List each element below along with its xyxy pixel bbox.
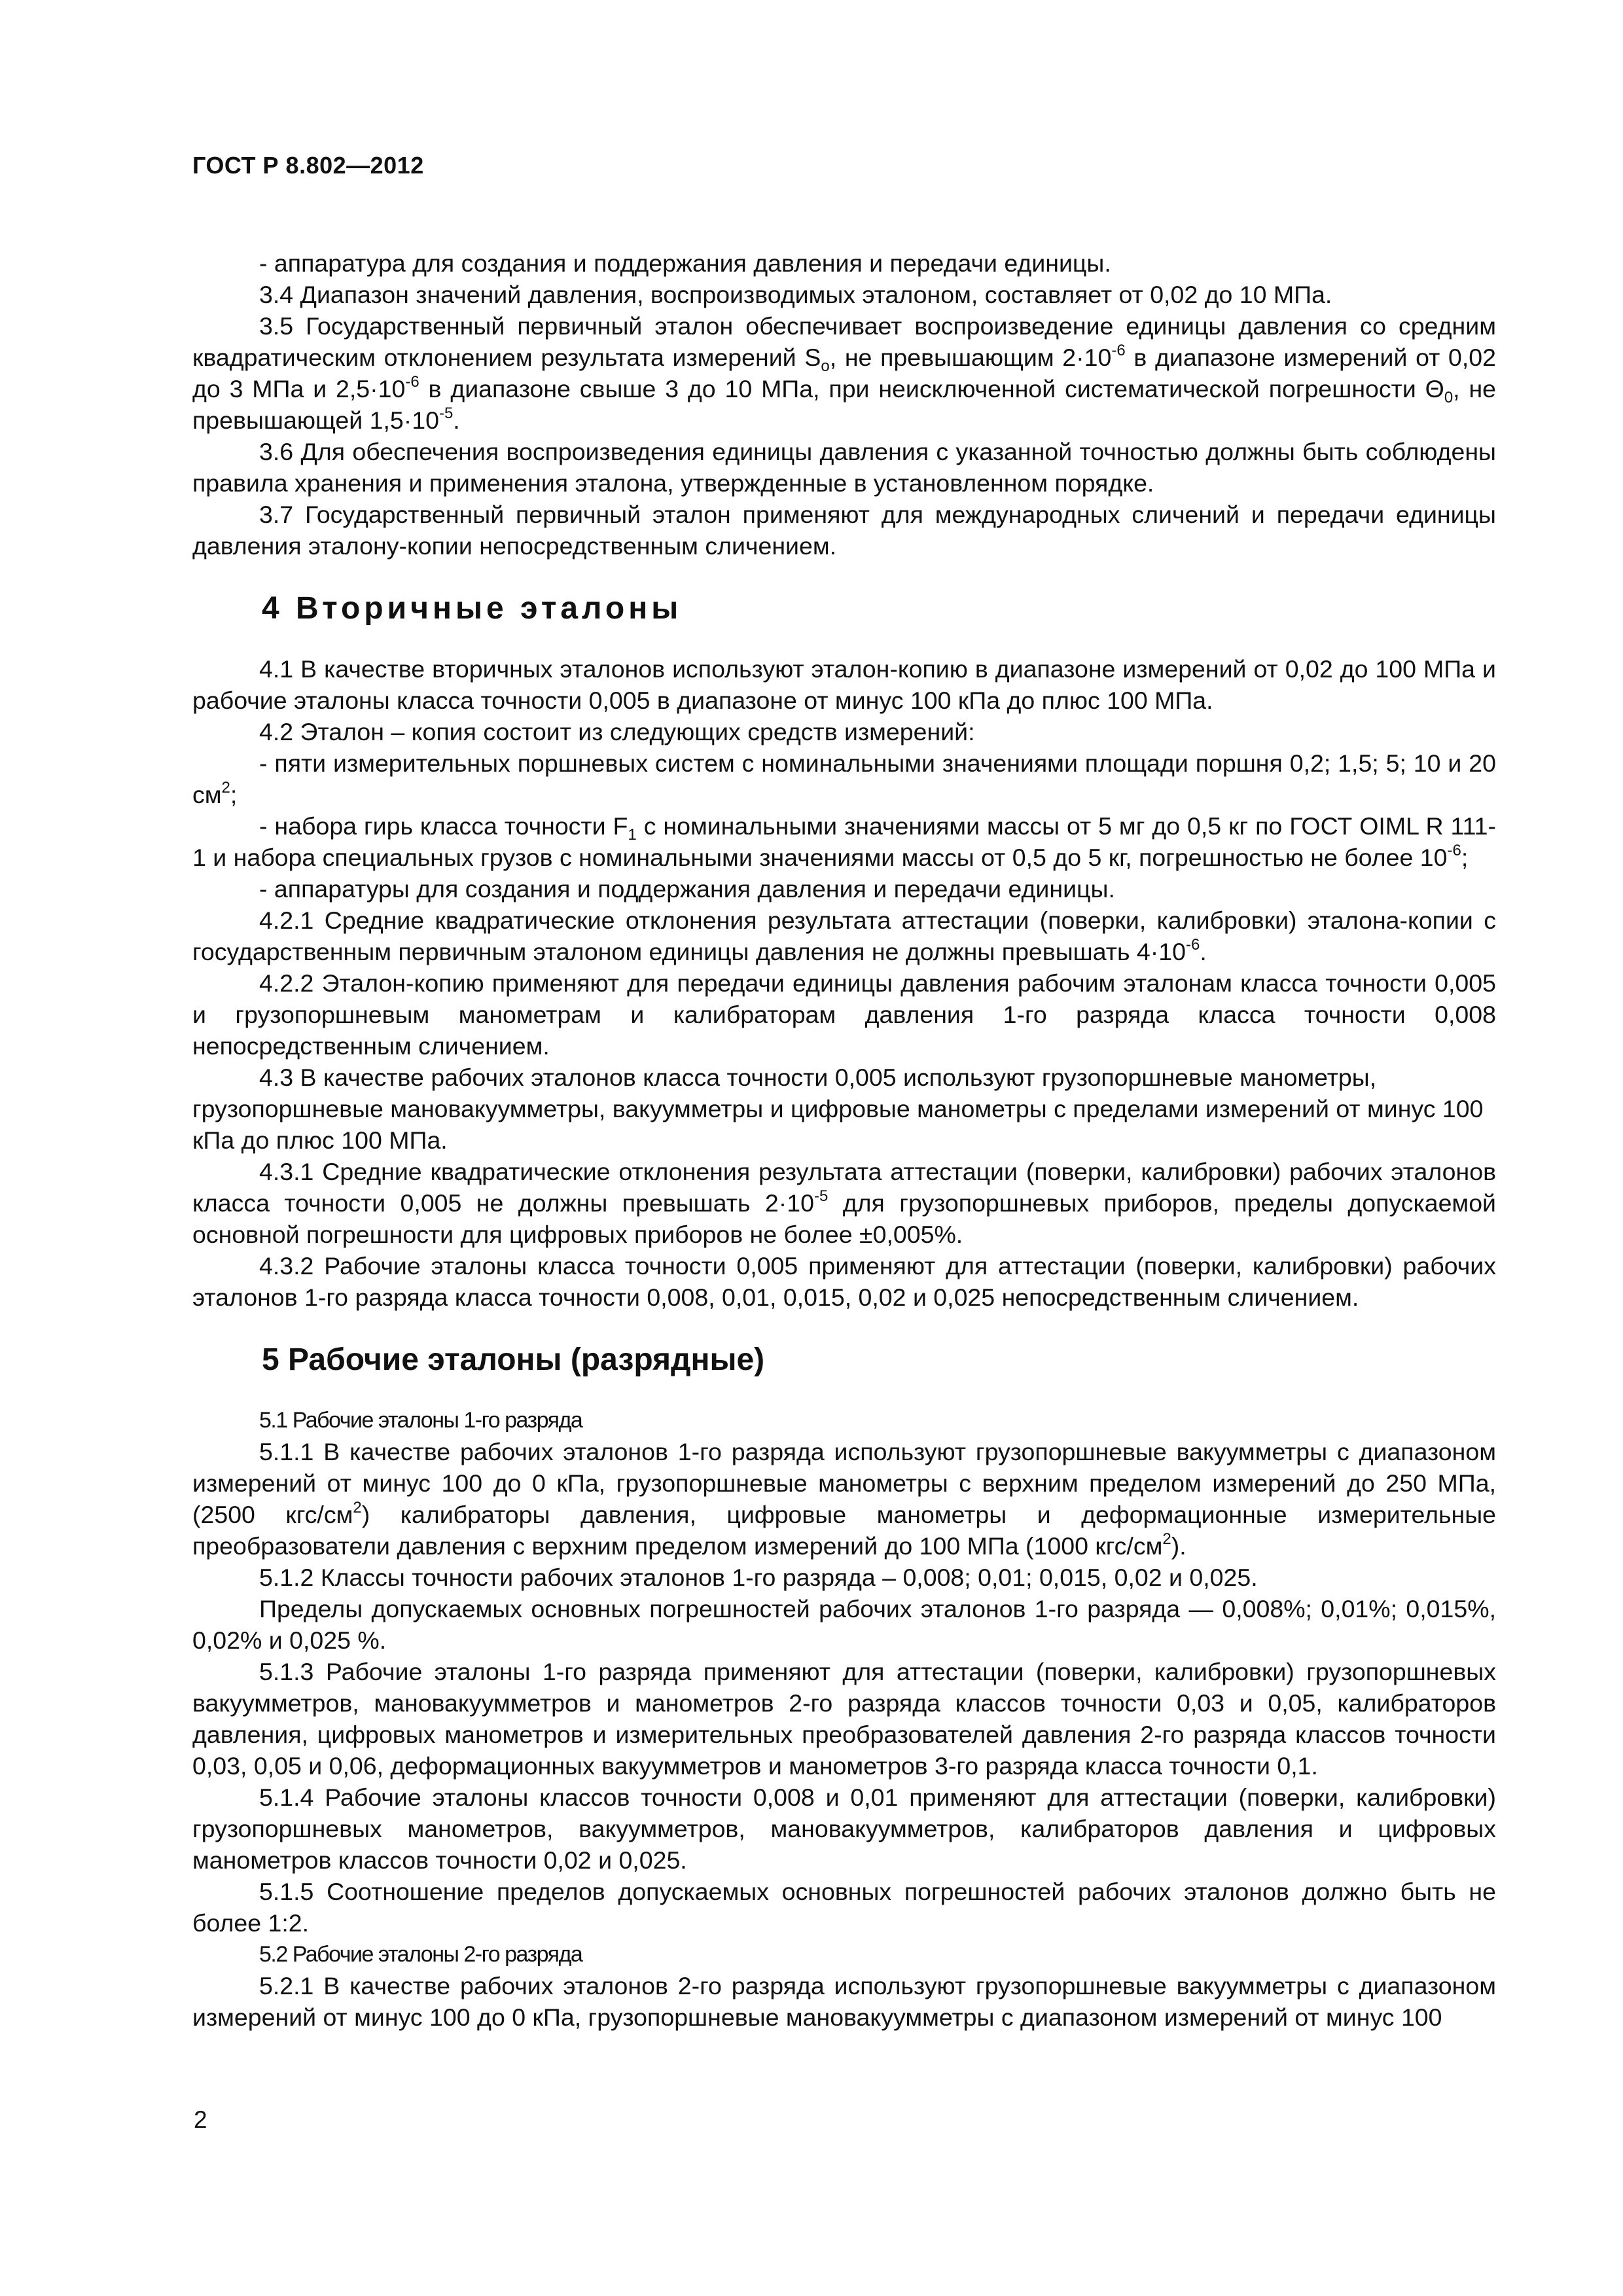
superscript: -6 <box>1447 842 1461 859</box>
section-4-heading: 4 Вторичные эталоны <box>262 591 683 626</box>
superscript: -6 <box>1111 342 1126 359</box>
superscript: -6 <box>1185 936 1200 954</box>
paragraph-3-5: 3.5 Государственный первичный эталон обеспечивает воспроизведение единицы давления со средним квадратическим отклонением результата измерений $S_о$, не превышающим $2\cdot 10^{-6}$ в диапазоне измерений от 0,02 до 3 МПа и $2,5\cdot 10^{-6}$ в диапазоне свыше 3 до 10 МПа, при неисключенной систематической погрешности $\Theta_0$, не превышающей $1,5\cdot 10^{-5}$. <box>192 312 1497 434</box>
section-5-heading: 5 Рабочие эталоны (разрядные) <box>262 1342 765 1377</box>
list-item-piston-systems: - пяти измерительных поршневых систем с номинальными значениями площади поршня 0,2; 1,5; 5; 10 и 20 $см^2$; <box>192 749 1496 808</box>
paragraph-3-6: 3.6 Для обеспечения воспроизведения единицы давления с указанной точностью должны быть соблюдены правила хранения и применения эталона, утвержденные в установленном порядке. <box>192 438 1496 497</box>
superscript: -5 <box>814 1187 829 1205</box>
paragraph-4-3-1: 4.3.1 Средние квадратические отклонения результата аттестации (поверки, калибровки) рабочих эталонов класса точности 0,005 не должны превышать $2\cdot 10^{-5}$ для грузопоршневых приборов, пределы допускаемой основной погрешности для цифровых приборов не более ±0,005%. <box>192 1158 1497 1248</box>
paragraph-5-1-5: 5.1.5 Соотношение пределов допускаемых основных погрешностей рабочих эталонов должно быть не более 1:2. <box>192 1878 1496 1937</box>
paragraph-4-3: 4.3 В качестве рабочих эталонов класса точности 0,005 используют грузопоршневые манометры, грузопоршневые мановакуумметры, вакуумметры и цифровые манометры с пределами измерений от минус 100 кПа до плюс 100 МПа. <box>192 1064 1484 1154</box>
list-item-apparatus: - аппаратуры для создания и поддержания давления и передачи единицы. <box>259 875 1115 903</box>
paragraph-3-4: 3.4 Диапазон значений давления, воспроизводимых эталоном, составляет от 0,02 до 10 МПа. <box>259 281 1332 308</box>
document-header-code: ГОСТ Р 8.802—2012 <box>192 152 424 179</box>
superscript: -5 <box>438 404 454 422</box>
paragraph-5-1-3: 5.1.3 Рабочие эталоны 1-го разряда применяют для аттестации (поверки, калибровки) грузопоршневых вакуумметров, мановакуумметров и манометров 2-го разряда классов точности 0,03 и 0,05, калибраторов давления, цифровых манометров и измерительных преобразователей давления 2-го разряда классов точности 0,03, 0,05 и 0,06, деформационных вакуумметров и манометров 3-го разряда класса точности 0,1. <box>192 1658 1496 1780</box>
paragraph-4-2-2: 4.2.2 Эталон-копию применяют для передачи единицы давления рабочим эталонам класса точности 0,005 и грузопоршневым манометрам и калибраторам давления 1-го разряда класса точности 0,008 непосредственным сличением. <box>192 969 1496 1060</box>
list-item-weights: - набора гирь класса точности $F_1$ с номинальными значениями массы от 5 мг до 0,5 кг по ГОСТ OIML R 111-1 и набора специальных грузов с номинальными значениями массы от 0,5 до 5 кг, погрешностью не более $10^{-6}$; <box>192 812 1496 871</box>
paragraph-5-1-2-limits: Пределы допускаемых основных погрешностей рабочих эталонов 1-го разряда — 0,008%; 0,01%; 0,015%, 0,02% и 0,025 %. <box>192 1595 1496 1654</box>
paragraph-4-1: 4.1 В качестве вторичных эталонов используют эталон-копию в диапазоне измерений от 0,02 до 100 МПа и рабочие эталоны класса точности 0,005 в диапазоне от минус 100 кПа до плюс 100 МПа. <box>192 655 1496 714</box>
paragraph-5-2-1: 5.2.1 В качестве рабочих эталонов 2-го разряда используют грузопоршневые вакуумметры с диапазоном измерений от минус 100 до 0 кПа, грузопоршневые мановакуумметры с диапазоном измерений от минус 100 <box>192 1972 1496 2031</box>
paragraph-4-3-2: 4.3.2 Рабочие эталоны класса точности 0,005 применяют для аттестации (поверки, калибровки) рабочих эталонов 1-го разряда класса точности 0,008, 0,01, 0,015, 0,02 и 0,025 непосредственным сличением. <box>192 1252 1496 1311</box>
subscript: 1 <box>628 826 637 844</box>
subscript: о <box>821 357 830 375</box>
paragraph-apparatus: - аппаратура для создания и поддержания давления и передачи единицы. <box>259 249 1111 277</box>
paragraph-3-7: 3.7 Государственный первичный эталон применяют для международных сличений и передачи единицы давления эталону-копии непосредственным сличением. <box>192 501 1496 560</box>
paragraph-5-1-4: 5.1.4 Рабочие эталоны классов точности 0,008 и 0,01 применяют для аттестации (поверки, калибровки) грузопоршневых манометров, вакуумметров, мановакуумметров, калибраторов давления и цифровых манометров классов точности 0,02 и 0,025. <box>192 1784 1496 1874</box>
superscript: -6 <box>405 373 419 391</box>
superscript: 2 <box>353 1499 362 1516</box>
document-body <box>192 247 1496 2033</box>
superscript: 2 <box>1162 1530 1171 1548</box>
subsection-5-1-heading: 5.1 Рабочие эталоны 1-го разряда <box>259 1408 582 1433</box>
paragraph-5-1-1: 5.1.1 В качестве рабочих эталонов 1-го разряда используют грузопоршневые вакуумметры с диапазоном измерений от минус 100 до 0 кПа, грузопоршневые манометры с верхним пределом измерений до 250 МПа, (2500 кгс/$см^2$) калибраторы давления, цифровые манометры и деформационные измерительные преобразователи давления с верхним пределом измерений до 100 МПа (1000 кгс/$см^2$). <box>192 1438 1497 1560</box>
subscript: 0 <box>1444 389 1454 406</box>
paragraph-4-2: 4.2 Эталон – копия состоит из следующих средств измерений: <box>259 718 975 745</box>
subsection-5-2-heading: 5.2 Рабочие эталоны 2-го разряда <box>259 1942 582 1967</box>
paragraph-5-1-2: 5.1.2 Классы точности рабочих эталонов 1-го разряда – 0,008; 0,01; 0,015, 0,02 и 0,025. <box>259 1564 1258 1591</box>
paragraph-4-2-1: 4.2.1 Средние квадратические отклонения результата аттестации (поверки, калибровки) эталона-копии с государственным первичным эталоном единицы давления не должны превышать $4\cdot 10^{-6}$. <box>192 906 1496 965</box>
page-number: 2 <box>194 2106 207 2133</box>
superscript: 2 <box>221 779 230 797</box>
